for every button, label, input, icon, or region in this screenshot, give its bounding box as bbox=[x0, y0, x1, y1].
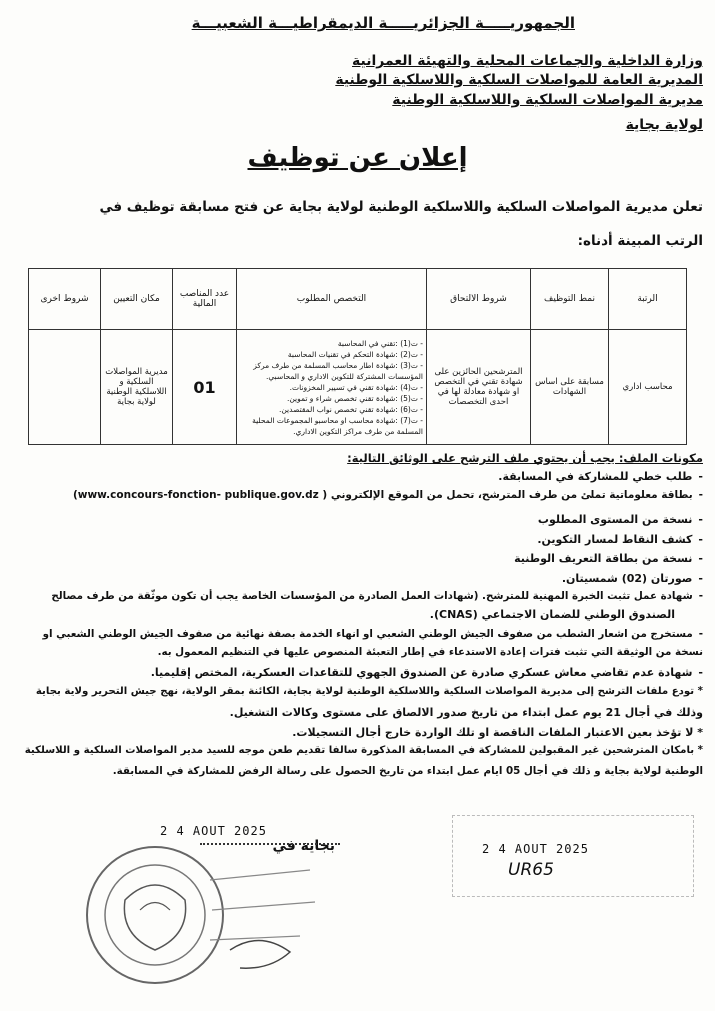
document-item: -شهادة عدم تقاضي معاش عسكري صادرة عن الصندوق الجهوي للتقاعدات العسكرية، المختص إقليميا. bbox=[150, 666, 703, 679]
table-row bbox=[29, 330, 687, 445]
date-stamp-right: 2 4 AOUT 2025 bbox=[482, 842, 589, 856]
cell-seats: 01 bbox=[173, 330, 237, 445]
specialty-line: - ت(6) :شهادة تقني تخصص نواب المقتصدين. bbox=[278, 404, 423, 414]
specialty-line: - ت(4) :شهادة تقني في تسيير المخزونات. bbox=[289, 382, 423, 392]
bullet-icon: - bbox=[698, 572, 703, 585]
header-general-direction: المديرية العامة للمواصلات السلكية واللاسلكية الوطنية bbox=[335, 72, 703, 88]
document-item: -كشف النقاط لمسار التكوين. bbox=[537, 533, 703, 546]
bullet-icon: - bbox=[698, 513, 703, 526]
official-seal-icon bbox=[60, 840, 320, 990]
cell-mode: مسابقة على اساس الشهادات bbox=[531, 330, 609, 445]
header-grade: الرتبة bbox=[609, 269, 687, 330]
note-line: وذلك في أجال 21 يوم عمل ابتداء من تاريخ صدور الالصاق على مستوى وكالات التشغيل. bbox=[229, 706, 703, 719]
documents-heading: مكونات الملف: يجب أن يحتوي ملف الترشح على الوثائق التالية: bbox=[347, 451, 703, 465]
intro-line-1: تعلن مديرية المواصلات السلكية واللاسلكية الوطنية لولاية بجاية عن فتح مسابقة توظيف في bbox=[99, 199, 703, 215]
bullet-icon: - bbox=[698, 628, 703, 640]
header-place: مكان التعيين bbox=[101, 269, 173, 330]
positions-table bbox=[28, 268, 687, 445]
note-line: * بامكان المترشحين غير المقبولين للمشاركة في المسابقة المذكورة سالفا تقديم طعن موجه للسيد مدير المواصلات السلكية و اللاسلكية bbox=[24, 745, 703, 756]
document-item: -صورتان (02) شمسيتان. bbox=[561, 572, 703, 585]
header-conditions: شروط الالتحاق bbox=[427, 269, 531, 330]
cell-specialties bbox=[237, 330, 427, 445]
specialty-line: المؤسسات المشتركة للتكوين الاداري و المحاسبي. bbox=[266, 371, 423, 381]
page-title: إعلان عن توظيف bbox=[247, 143, 468, 173]
cell-place: مديرية المواصلات السلكية و اللاسلكية الوطنية لولاية بجاية bbox=[101, 330, 173, 445]
header-seats: عدد المناصب المالية bbox=[173, 269, 237, 330]
note-line: * لا تؤخذ بعين الاعتبار الملفات الناقصة او تلك الواردة خارج أجال التسجيلات. bbox=[292, 726, 703, 739]
bullet-icon: - bbox=[698, 666, 703, 679]
bullet-icon: - bbox=[698, 533, 703, 546]
specialty-line: - ت(3) :شهادة اطار محاسب المسلمة من طرف مركز bbox=[253, 360, 423, 370]
header-other: شروط اخرى bbox=[29, 269, 101, 330]
document-item: -بطاقة معلوماتية تملئ من طرف المترشح، تحمل من الموقع الإلكتروني ( www.concours-fonction- publique.gov.dz) bbox=[72, 489, 703, 501]
bullet-icon: - bbox=[698, 470, 703, 483]
note-line: * تودع ملفات الترشح إلى مديرية المواصلات السلكية واللاسلكية الوطنية لولاية بجاية، الكائنة بمقر الولاية، نهج جيش التحرير ولاية بجاية bbox=[35, 686, 703, 697]
intro-line-2: الرتب المبينة أدناه: bbox=[577, 233, 703, 249]
header-mode: نمط التوظيف bbox=[531, 269, 609, 330]
document-item: -نسخة من المستوى المطلوب bbox=[537, 513, 703, 526]
note-line: الوطنية لولاية بجاية و ذلك في أجال 05 ايام عمل ابتداء من تاريخ الحصول على رسالة الرفض للمشاركة في المسابقة. bbox=[112, 765, 703, 777]
table-header-row bbox=[29, 269, 687, 330]
cell-other bbox=[29, 330, 101, 445]
specialty-line: المسلمة من طرف مراكز التكوين الاداري. bbox=[293, 426, 423, 436]
bullet-icon: - bbox=[698, 489, 703, 501]
header-republic: الجمهوريـــــة الجزائريـــــة الديمقراطيـــة الشعبيـــة bbox=[191, 14, 575, 32]
specialty-line: - ت(1) :تقني في المحاسبة bbox=[337, 338, 423, 348]
handwritten-number: UR65 bbox=[508, 860, 554, 880]
document-item: -نسخة من بطاقة التعريف الوطنية bbox=[514, 552, 703, 565]
bullet-icon: - bbox=[698, 590, 703, 602]
specialty-line: - ت(7) :شهادة محاسب او محاسبو المجموعات المحلية bbox=[252, 415, 423, 425]
document-item: -مستخرج من اشعار الشطب من صفوف الجيش الوطني الشعبي او انهاء الخدمة بصفة نهائية من صفوف الجيش الوطني الشعبي او bbox=[42, 628, 703, 640]
bullet-icon: - bbox=[698, 552, 703, 565]
document-item: -طلب خطي للمشاركة في المسابقة. bbox=[498, 470, 703, 483]
header-ministry: وزارة الداخلية والجماعات المحلية والتهيئة العمرانية bbox=[352, 53, 703, 69]
place-date-label: بجاية في bbox=[272, 838, 335, 854]
document-item-continued: الصندوق الوطني للضمان الاجتماعي (CNAS). bbox=[429, 608, 675, 621]
document-item-continued: نسخة من الوثيقة التي تثبت فترات إعادة الاستدعاء في إطار التعبئة المنصوص عليها في التنظيم المعمول به. bbox=[157, 646, 703, 658]
date-stamp-left: 2 4 AOUT 2025 bbox=[160, 824, 267, 838]
header-wilaya: لولاية بجاية bbox=[625, 117, 703, 133]
header-specialty: التخصص المطلوب bbox=[237, 269, 427, 330]
header-wilaya-direction: مديرية المواصلات السلكية واللاسلكية الوطنية bbox=[392, 92, 703, 108]
specialty-line: - ت(5) :شهادة تقني تخصص شراء و تموين. bbox=[286, 393, 423, 403]
registration-stamp bbox=[452, 815, 694, 897]
cell-conditions: المترشحين الحائزين على شهادة تقني في التخصص او شهادة معادلة لها في احدى التخصصات bbox=[427, 330, 531, 445]
document-item: -شهادة عمل تثبت الخبرة المهنية للمترشح. (شهادات العمل الصادرة من المؤسسات الخاصة يجب أن تكون موثّقة من طرف مصالح bbox=[51, 590, 703, 602]
specialty-line: - ت(2) :شهادة التحكم في تقنيات المحاسبة bbox=[287, 349, 423, 359]
cell-grade: محاسب اداري bbox=[609, 330, 687, 445]
